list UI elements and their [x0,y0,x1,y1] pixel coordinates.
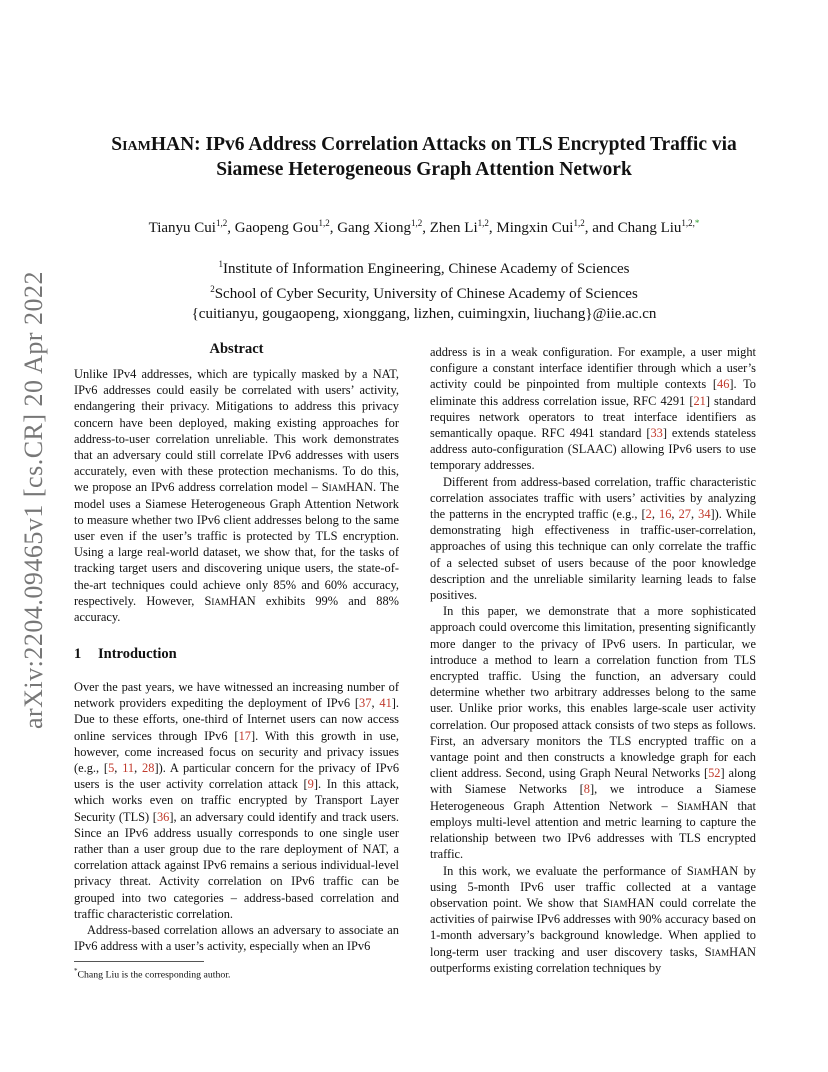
author: Mingxin Cui$^{1,2}$ [496,218,585,236]
abstract-heading: Abstract [209,341,264,357]
introduction-body-left: Over the past years, we have witnessed an increasing number of network providers expediting the deployment of IPv6 [37, 41]. Due to these efforts, one-third of Internet users can now access online services through IPv6 [17]. With this growth in use, however, come increased focus on security and privacy issues (e.g., [5, 11, 28]). A particular concern for the privacy of IPv6 users is the user activity correlation attack [9]. In this attack, which works even on traffic encrypted by Transport Layer Security (TLS) [36], an adversary could identify and track users. Since an IPv6 address usually corresponds to one single user rather than a user group due to the rare deployment of NAT, a correlation attack against IPv6 remains a serious individual-level privacy threat. Activity correlation on IPv6 traffic can be grouped into two categories – address-based correlation and traffic characteristic correlation. Address-based correlation allows an adversary to associate an IPv6 address with a user’s activity, especially when an IPv6 [74,680,400,954]
abstract-body: Unlike IPv4 addresses, which are typically masked by a NAT, IPv6 addresses could easily be correlated with users’ activity, endangering their privacy. Mitigations to address this privacy concern have been deployed, making existing approaches for address-to-user correlation unreliable. This work demonstrates that an adversary could still correlate IPv6 addresses with users accurately, even with these protection mechanisms. To do this, we propose an IPv6 address correlation model – SiamHAN. The model uses a Siamese Heterogeneous Graph Attention Network to measure whether two IPv6 client addresses belong to the same user even if the user’s traffic is protected by TLS encryption. Using a large real-world dataset, we show that, for the tasks of tracking target users and discovering unique users, the state-of-the-art techniques could achieve only 85% and 60% accuracy, respectively. However, SiamHAN exhibits 99% and 88% accuracy. [74,367,399,625]
citation-link[interactable]: 52 [708,766,721,781]
section-heading-introduction: 1 Introduction [74,646,177,662]
introduction-body-right: address is in a weak configuration. For example, a user might configure a constant interface identifier through which a user’s activity could be pinpointed from multiple contexts [46]. To eliminate this address correlation issue, RFC 4291 [21] standard requires network operators to treat interface identifiers as semantically opaque. RFC 4941 standard [33] extends stateless address auto-configuration (SLAAC) allowing IPv6 users to use temporary addresses. Different from address-based correlation, traffic characteristic correlation associates traffic with users’ activities by analyzing the patterns in the encrypted traffic (e.g., [2, 16, 27, 34]). While demonstrating high effectiveness in traffic-user-correlation, approaches of using this technique can only correlate the traffic of a selected subset of users because of the poor knowledge description and the unreliable similarity learning leads to false positives. In this paper, we demonstrate that a more sophisticated approach could overcome this limitation, presenting significantly more danger to the privacy of IPv6 users. In particular, we introduce a method to learn a correlation function from TLS encrypted traffic. Using the function, an adversary could determine whether two arbitrary addresses belong to the same user. Unlike prior works, this enables large-scale user activity correlation. Our proposed attack consists of two steps as follows. First, an adversary monitors the TLS encrypted traffic on a vantage point and then constructs a knowledge graph for each client address. Second, using Graph Neural Networks [52] along with Siamese Networks [8], we introduce a Siamese Heterogeneous Graph Attention Network – SiamHAN that employs multi-level attention and metric learning to capture the relationship between two IPv6 addresses with TLS encrypted traffic. In this work, we evaluate the performance of SiamHAN by using 5-month IPv6 user traffic collected at a vantage observation point. We show that SiamHAN could correlate the activities of pairwise IPv6 addresses with 90% accuracy based on 1-month adversary’s background knowledge. When applied to long-term user tracking and user discovery tasks, SiamHAN outperforms existing correlation techniques by [430,345,757,975]
author: Gang Xiong$^{1,2}$ [337,218,423,236]
affiliation-1: $^1$Institute of Information Engineering, Chinese Academy of Sciences [218,259,630,277]
author: Zhen Li$^{1,2}$ [429,218,489,236]
paper-title [60,132,788,182]
citation-link[interactable]: 5 [108,761,115,776]
author: Gaopeng Gou$^{1,2}$ [234,218,330,236]
arxiv-stamp-text: arXiv:2204.09465v1 [cs.CR] 20 Apr 2022 [19,270,48,730]
arxiv-stamp [4,270,64,730]
citation-link[interactable]: 36 [156,809,170,824]
author: Chang Liu$^{1,2,*}$ [617,218,700,236]
title-line1: : IPv6 Address Correlation Attacks on TLS Encrypted Traffic via [194,134,737,155]
citation-link[interactable]: 2 [645,507,652,522]
footnote: *Chang Liu is the corresponding author. [74,967,231,981]
citation-link[interactable]: 8 [583,782,590,797]
author-list: Tianyu Cui$^{1,2}$, Gaopeng Gou$^{1,2}$, Gang Xiong$^{1,2}$, Zhen Li$^{1,2}$, Mingxin Cui$^{1,2}$, and Chang Liu$^{1,2,*}$ [148,218,700,236]
title-system-name: SiamHAN [111,134,195,155]
author-emails: {cuitianyu, gougaopeng, xionggang, lizhen, cuimingxin, liuchang}@iie.ac.cn [191,306,657,322]
citation-link[interactable]: 46 [717,377,730,392]
citation-link[interactable]: 27 [678,507,691,522]
citation-link[interactable]: 33 [650,426,663,441]
citation-link[interactable]: 34 [698,507,711,522]
footnote-rule [74,961,204,962]
citation-link[interactable]: 9 [307,777,314,792]
citation-link[interactable]: 41 [379,696,392,711]
citation-link[interactable]: 37 [359,696,372,711]
citation-link[interactable]: 17 [238,728,251,743]
author: Tianyu Cui$^{1,2}$ [148,218,228,236]
title-line2: Siamese Heterogeneous Graph Attention Network [216,159,632,180]
citation-link[interactable]: 16 [659,507,672,522]
footnote-link[interactable]: * [694,218,700,228]
citation-link[interactable]: 11 [122,761,135,776]
affiliations [60,254,788,324]
citation-link[interactable]: 28 [142,761,155,776]
affiliation-2: $^2$School of Cyber Security, University of Chinese Academy of Sciences [210,284,638,302]
citation-link[interactable]: 21 [693,393,706,408]
